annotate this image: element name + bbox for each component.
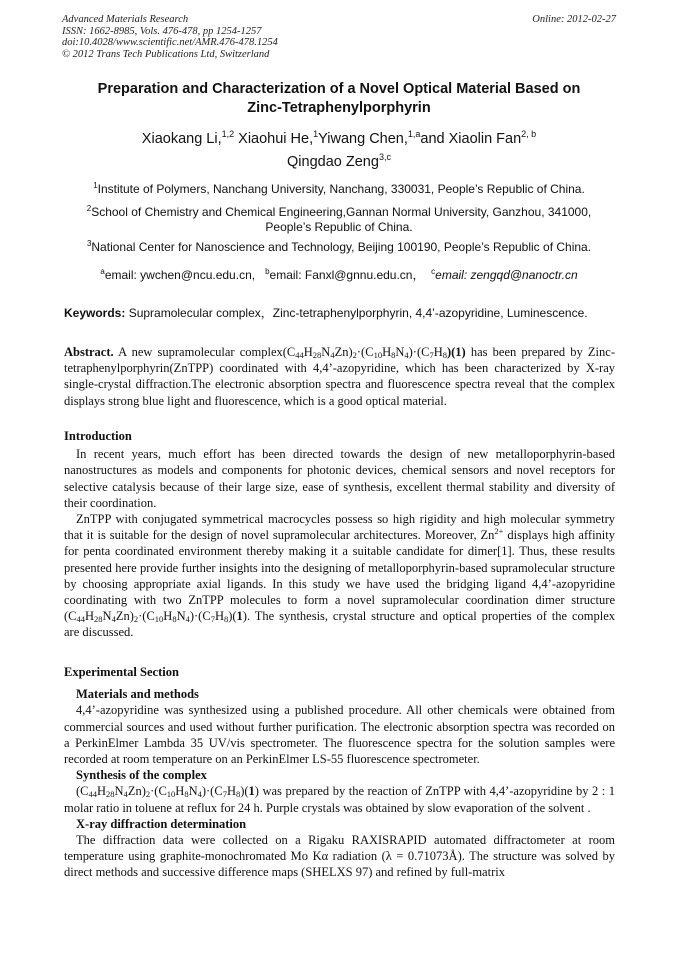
- paragraph-text: H: [85, 609, 95, 624]
- subscript: 4: [197, 789, 202, 800]
- paragraph-text: H: [175, 784, 185, 799]
- paragraph-text: H: [163, 609, 173, 624]
- subscript: 44: [76, 614, 85, 625]
- journal-header: [62, 14, 278, 60]
- compound-number: 1: [248, 784, 255, 799]
- subscript: 10: [154, 614, 164, 625]
- affiliation-text-cont: People’s Republic of China.: [265, 220, 413, 234]
- subscript: 2: [145, 789, 151, 800]
- keywords-text: Supramolecular complex，Zinc-tetraphenylporphyrin, 4,4’-azopyridine, Luminescence.: [125, 306, 588, 320]
- synthesis-paragraph: [64, 783, 615, 815]
- email-sup: a: [100, 267, 105, 276]
- subscript: 8: [235, 789, 241, 800]
- email-line: [62, 268, 616, 283]
- abstract-text: H: [433, 345, 443, 359]
- abstract-text: )·(C: [408, 345, 430, 359]
- author-affil-sup: 1: [313, 129, 319, 139]
- online-date: Online: 2012-02-27: [532, 14, 616, 25]
- materials-paragraph: 4,4’-azopyridine was synthesized using a published procedure. All other chemicals were obtained from commercial sources and used without further purification. The electronic absorption spectra was recorded on a PerkinElmer Lambda 35 UV/vis spectrometer. The fluorescence spectra for the solution samples were recorded at room temperature on an PerkinElmer LS-55 fluorescence spectrometer.: [64, 703, 615, 767]
- subscript: 8: [184, 789, 189, 800]
- author-affil-sup: 1,a: [407, 129, 421, 139]
- abstract-label: Abstract.: [64, 345, 114, 359]
- paragraph-text: H: [226, 784, 236, 799]
- author-line-2: [50, 151, 628, 174]
- affiliation-text: National Center for Nanoscience and Technology, Beijing 100190, People’s Republic of China.: [91, 240, 592, 254]
- abstract: [64, 344, 615, 409]
- journal-name: Advanced Materials Research: [62, 14, 189, 25]
- section-heading: Experimental Section: [64, 665, 179, 679]
- xray-paragraph: The diffraction data were collected on a Rigaku RAXISRAPID automated diffractometer at room temperature using graphite-monochromated Mo Kα radiation (λ = 0.71073Å). The structure was solved by direct methods and successive difference maps (SHELXS 97) and refined by full-matrix: [64, 833, 615, 880]
- copyright-line: © 2012 Trans Tech Publications Ltd, Switzerland: [62, 48, 270, 60]
- subscript: 4: [330, 350, 335, 360]
- affiliation-2: [62, 205, 616, 235]
- author-affil-sup: 2, b: [521, 129, 537, 139]
- affiliation-text: Institute of Polymers, Nanchang University, Nanchang, 330031, People’s Republic of China.: [97, 182, 585, 196]
- subscript: 10: [166, 789, 176, 800]
- affiliation-text: School of Chemistry and Chemical Engineering,Gannan Normal University, Ganzhou, 341000,: [91, 205, 592, 219]
- paper-title: [50, 80, 628, 118]
- paragraph-text: N: [114, 784, 124, 799]
- email-a: email: ywchen@ncu.edu.cn,: [104, 268, 256, 282]
- subscript: 2: [133, 614, 139, 625]
- email-c: email: zengqd@nanoctr.cn: [435, 268, 578, 282]
- abstract-text: N: [395, 345, 405, 359]
- paragraph-text: ·(C: [150, 784, 167, 799]
- doi-line: doi:10.4028/www.scientific.net/AMR.476-478.1254: [62, 37, 278, 48]
- subscript: 44: [88, 789, 97, 800]
- paragraph-text: N: [188, 784, 198, 799]
- subsection-heading: Synthesis of the complex: [76, 768, 207, 783]
- paragraph-text: )·(C: [189, 609, 211, 624]
- affiliation-sup: 2: [86, 204, 92, 213]
- issn-line: ISSN: 1662-8985, Vols. 476-478, pp 1254-1257: [62, 25, 262, 37]
- paragraph-text: (C: [76, 784, 89, 799]
- affiliation-sup: 3: [86, 239, 92, 248]
- paragraph-text: ZnTPP with conjugated symmetrical macrocycles possess so high rigidity and high molecular symmetry that it is suitable for the design of novel supramolecular architectures. Moreover, Zn: [64, 512, 615, 543]
- subscript: 4: [185, 614, 190, 625]
- paragraph-text: Zn): [127, 784, 146, 799]
- author-affil-sup: 1,2: [221, 129, 235, 139]
- affiliation-sup: 1: [93, 181, 98, 190]
- abstract-text: N: [321, 345, 331, 359]
- subscript: 7: [429, 350, 434, 360]
- abstract-text: Zn): [334, 345, 353, 359]
- subscript: 4: [111, 614, 116, 625]
- abstract-text: H: [382, 345, 392, 359]
- abstract-text: has been prepared by Zinc-tetraphenylporphyrin(ZnTPP) coordinated with 4,4’-azopyridine, which has been characterized by X-ray single-crystal diffraction.The electronic absorption spectra and fluorescence spectra reveal that the complex displays strong blue light and fluorescence, which is a good optical material.: [64, 345, 615, 408]
- section-heading: Introduction: [64, 429, 132, 443]
- keywords-label: Keywords:: [64, 306, 126, 320]
- superscript: 2+: [494, 526, 504, 537]
- experimental-section: [64, 664, 615, 881]
- email-sup: c: [431, 267, 436, 276]
- compound-number: )(1): [446, 345, 466, 359]
- author-line-1: [50, 128, 628, 151]
- author-list: [50, 128, 628, 174]
- subscript: 8: [442, 350, 447, 360]
- affiliation-3: [62, 240, 616, 255]
- subsection-heading: Materials and methods: [76, 687, 199, 702]
- email-b: email: Fanxl@gnnu.edu.cn，: [269, 268, 425, 282]
- author-name: Qingdao Zeng: [287, 154, 379, 170]
- paragraph-text: )·(C: [201, 784, 223, 799]
- intro-paragraph-1: In recent years, much effort has been directed towards the design of new metalloporphyrin-based nanostructures as models and components for photonic devices, chemical sensors and novel receptors for selective catalysis because of their large size, ease of synthesis, excellent thermal stability and diversity of their coordination.: [64, 447, 615, 510]
- paragraph-text: displays high affinity for penta coordinated environment thereby making it a suitable candidate for dimer[1]. Thus, these results presented here provide further insights into the designing of metalloporphyrin-based supramolecular structure by choosing appropriate axial ligands. In this study we have used the bridging ligand 4,4’-azopyridine coordinating with two ZnTPP molecules to form a novel supramolecular coordination dimer structure (C: [64, 528, 615, 624]
- author-affil-sup: 3,c: [378, 152, 391, 162]
- subscript: 7: [210, 614, 215, 625]
- paragraph-text: ) was prepared by the reaction of ZnTPP with 4,4’-azopyridine by 2 : 1 molar ratio in toluene at reflux for 24 h. Purple crystals was obtained by slow evaporation of the solvent .: [64, 784, 615, 815]
- author-name: Yiwang Chen,: [318, 131, 408, 147]
- subsection-heading: X-ray diffraction determination: [76, 816, 247, 831]
- subscript: 8: [223, 614, 229, 625]
- subscript: 8: [391, 350, 396, 360]
- subscript: 7: [222, 789, 227, 800]
- author-name: Xiaohui He,: [234, 131, 314, 147]
- introduction-section: [64, 428, 615, 641]
- subscript: 2: [352, 350, 357, 360]
- keywords-line: [64, 306, 624, 321]
- abstract-text: H: [303, 345, 313, 359]
- paragraph-text: H: [214, 609, 224, 624]
- paragraph-text: ·(C: [138, 609, 155, 624]
- author-name: and Xiaolin Fan: [420, 131, 522, 147]
- email-sup: b: [265, 267, 270, 276]
- subscript: 4: [404, 350, 409, 360]
- subscript: 28: [94, 614, 103, 625]
- paragraph-text: N: [176, 609, 186, 624]
- subscript: 44: [295, 350, 304, 360]
- paragraph-text: ). The synthesis, crystal structure and optical properties of the complex are discussed.: [64, 609, 615, 640]
- compound-number: 1: [236, 609, 243, 624]
- abstract-text: A new supramolecular complex(C: [113, 345, 296, 359]
- paragraph-text: )(: [228, 609, 237, 624]
- abstract-text: ·(C: [356, 345, 374, 359]
- subscript: 28: [312, 350, 322, 360]
- subscript: 8: [172, 614, 177, 625]
- title-line-2: Zinc-Tetraphenylporphyrin: [247, 100, 431, 116]
- subscript: 10: [373, 350, 383, 360]
- paragraph-text: N: [102, 609, 112, 624]
- author-name: Xiaokang Li,: [141, 131, 222, 147]
- affiliation-1: [62, 182, 616, 197]
- subscript: 28: [106, 789, 115, 800]
- subscript: 4: [123, 789, 128, 800]
- paragraph-text: Zn): [115, 609, 134, 624]
- title-line-1: Preparation and Characterization of a Novel Optical Material Based on: [97, 81, 581, 97]
- intro-paragraph-2: [64, 511, 615, 641]
- paragraph-text: H: [97, 784, 107, 799]
- paragraph-text: )(: [240, 784, 249, 799]
